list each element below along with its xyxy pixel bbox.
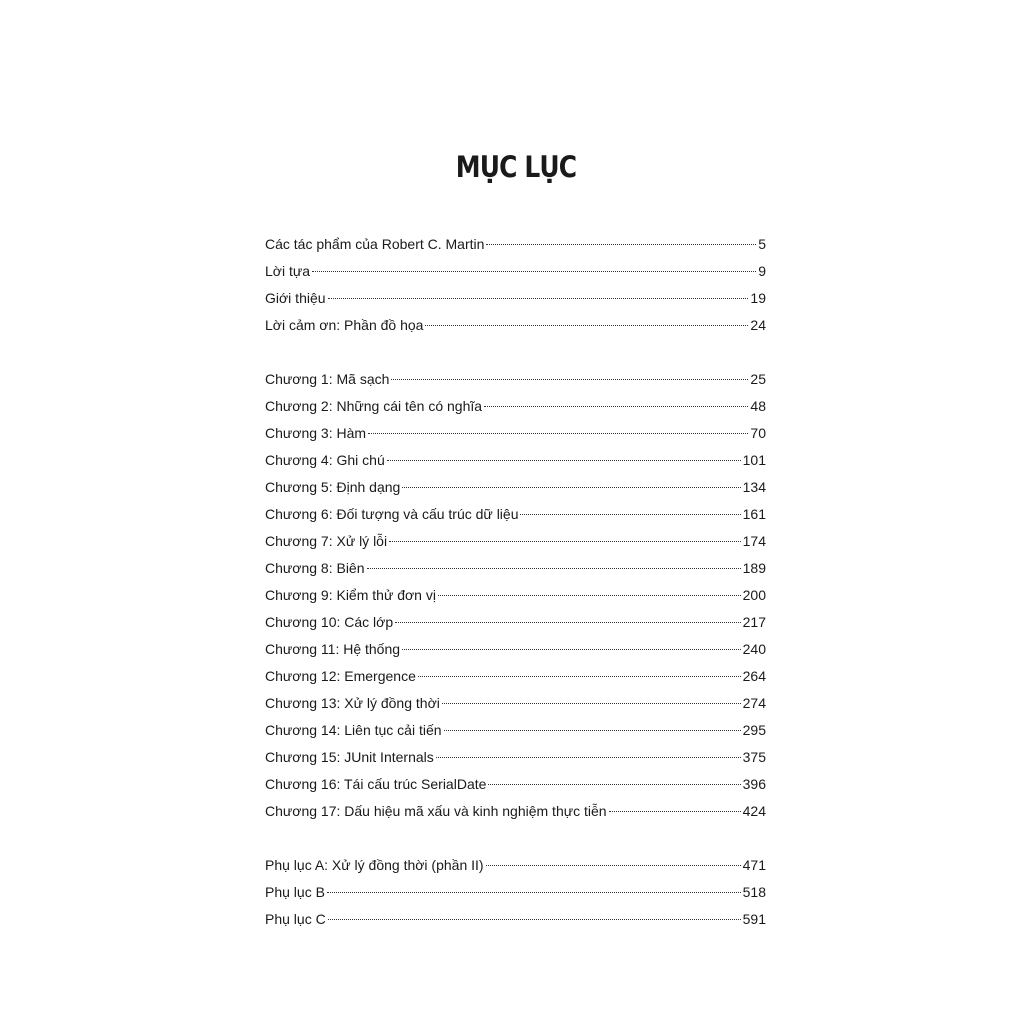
toc-entry (265, 555, 766, 582)
dot-leader (328, 298, 749, 299)
toc-entry-label: Chương 15: JUnit Internals (265, 749, 434, 765)
toc-entry (265, 798, 766, 825)
toc-entry (265, 879, 766, 906)
dot-leader (425, 325, 748, 326)
toc-entry-label: Chương 1: Mã sạch (265, 371, 390, 387)
toc-entry (265, 231, 766, 258)
toc-entry-label: Chương 9: Kiểm thử đơn vị (265, 587, 436, 603)
toc-entry (265, 312, 766, 339)
dot-leader (442, 703, 741, 704)
toc-entry-label: Chương 12: Emergence (265, 668, 416, 684)
toc-entry-page-number: 200 (742, 587, 766, 603)
toc-entry (265, 582, 766, 609)
dot-leader (327, 892, 741, 893)
toc-entry-page-number: 9 (758, 263, 766, 279)
dot-leader (368, 433, 748, 434)
toc-entry-label: Phụ lục B (265, 884, 325, 900)
toc-entry (265, 366, 766, 393)
toc-entry (265, 528, 766, 555)
toc-entry-label: Chương 10: Các lớp (265, 614, 394, 630)
toc-entry-page-number: 295 (742, 722, 766, 738)
toc-entry-label: Chương 4: Ghi chú (265, 452, 385, 468)
dot-leader (488, 784, 740, 785)
dot-leader (520, 514, 740, 515)
table-of-contents (265, 231, 766, 933)
toc-entry-page-number: 70 (750, 425, 766, 441)
toc-entry-page-number: 5 (758, 236, 766, 252)
toc-entry-label: Chương 14: Liên tục cải tiến (265, 722, 442, 738)
toc-entry-label: Chương 13: Xử lý đồng thời (265, 695, 440, 711)
toc-entry-page-number: 471 (742, 857, 766, 873)
toc-entry-page-number: 134 (742, 479, 766, 495)
toc-entry-label: Giới thiệu (265, 290, 326, 306)
toc-entry-page-number: 240 (742, 641, 766, 657)
toc-group-appendices (265, 852, 766, 933)
toc-entry-label: Chương 3: Hàm (265, 425, 367, 441)
toc-entry (265, 663, 766, 690)
dot-leader (391, 379, 748, 380)
toc-entry-page-number: 25 (750, 371, 766, 387)
toc-entry (265, 501, 766, 528)
toc-entry (265, 447, 766, 474)
toc-entry-label: Phụ lục C (265, 911, 326, 927)
toc-entry-label: Chương 2: Những cái tên có nghĩa (265, 398, 483, 414)
dot-leader (484, 406, 748, 407)
dot-leader (438, 595, 741, 596)
dot-leader (402, 487, 740, 488)
dot-leader (328, 919, 741, 920)
toc-entry (265, 609, 766, 636)
toc-entry-page-number: 274 (742, 695, 766, 711)
dot-leader (389, 541, 741, 542)
toc-entry (265, 636, 766, 663)
toc-entry-page-number: 48 (750, 398, 766, 414)
toc-entry-label: Chương 8: Biên (265, 560, 365, 576)
dot-leader (387, 460, 741, 461)
toc-entry-label: Chương 11: Hệ thống (265, 641, 401, 657)
toc-entry (265, 771, 766, 798)
dot-leader (418, 676, 741, 677)
toc-entry-page-number: 19 (750, 290, 766, 306)
toc-entry (265, 393, 766, 420)
toc-entry-page-number: 24 (750, 317, 766, 333)
dot-leader (312, 271, 756, 272)
toc-entry-label: Chương 17: Dấu hiệu mã xấu và kinh nghiệm thực tiễn (265, 803, 607, 819)
toc-entry (265, 285, 766, 312)
toc-entry (265, 474, 766, 501)
toc-entry (265, 420, 766, 447)
toc-entry (265, 258, 766, 285)
toc-group-front-matter (265, 231, 766, 339)
toc-entry (265, 852, 766, 879)
dot-leader (609, 811, 741, 812)
toc-entry (265, 906, 766, 933)
toc-entry-label: Chương 16: Tái cấu trúc SerialDate (265, 776, 487, 792)
toc-group-chapters (265, 366, 766, 825)
toc-entry-page-number: 375 (742, 749, 766, 765)
toc-entry-page-number: 217 (742, 614, 766, 630)
toc-entry-page-number: 591 (742, 911, 766, 927)
dot-leader (395, 622, 741, 623)
toc-entry-page-number: 424 (742, 803, 766, 819)
toc-entry-label: Các tác phẩm của Robert C. Martin (265, 236, 485, 252)
dot-leader (444, 730, 741, 731)
toc-entry-label: Chương 7: Xử lý lỗi (265, 533, 388, 549)
toc-entry-page-number: 189 (742, 560, 766, 576)
toc-entry-label: Lời tựa (265, 263, 311, 279)
toc-entry-page-number: 101 (742, 452, 766, 468)
toc-entry-page-number: 174 (742, 533, 766, 549)
toc-entry (265, 717, 766, 744)
toc-entry-label: Chương 5: Định dạng (265, 479, 401, 495)
toc-entry-page-number: 161 (742, 506, 766, 522)
toc-entry-label: Phụ lục A: Xử lý đồng thời (phần II) (265, 857, 484, 873)
page-title: MỤC LỤC (455, 150, 577, 184)
dot-leader (486, 865, 741, 866)
dot-leader (486, 244, 756, 245)
toc-entry-page-number: 518 (742, 884, 766, 900)
dot-leader (402, 649, 741, 650)
toc-entry (265, 690, 766, 717)
toc-entry-label: Lời cảm ơn: Phần đồ họa (265, 317, 424, 333)
dot-leader (367, 568, 741, 569)
toc-entry (265, 744, 766, 771)
toc-entry-label: Chương 6: Đối tượng và cấu trúc dữ liệu (265, 506, 519, 522)
dot-leader (436, 757, 741, 758)
toc-entry-page-number: 396 (742, 776, 766, 792)
toc-entry-page-number: 264 (742, 668, 766, 684)
